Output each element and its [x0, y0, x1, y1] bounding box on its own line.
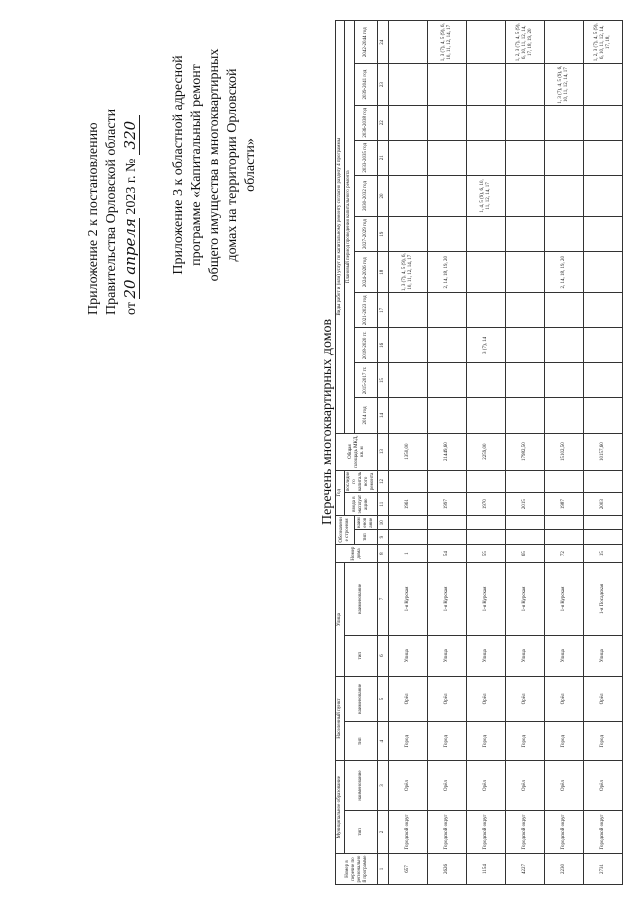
cell-period-works [584, 175, 623, 216]
np-type-header: тип [345, 722, 378, 761]
cell-period-works: 2, 14, 18, 19, 20 [428, 252, 467, 293]
cell-np-type: Город [467, 722, 506, 761]
cell-st-name: 1-я Курская [389, 563, 428, 635]
column-number: 6 [378, 635, 389, 676]
list-title: Перечень многоквартирных домов [320, 318, 335, 525]
cell-last [584, 470, 623, 493]
table-row [389, 21, 428, 885]
cell-period-works [584, 328, 623, 363]
mo-type-header: тип [345, 810, 378, 853]
cell-mo-type: Городской округ [584, 810, 623, 853]
cell-last [506, 470, 545, 493]
cell-period-works [389, 293, 428, 328]
cell-area: 15102,50 [545, 433, 584, 470]
cell-period-works [506, 64, 545, 105]
decree-reference [85, 15, 141, 315]
period-header: 2030-2032 год [354, 175, 377, 216]
cell-period-works [467, 252, 506, 293]
col-municipal-header: Муниципальное образование [336, 761, 345, 854]
program-reference [170, 15, 260, 315]
cell-last [467, 470, 506, 493]
column-number: 17 [378, 293, 389, 328]
cell-period-works [428, 217, 467, 252]
cell-period-works: 1, 3 (7), 4, 5 (9), 6, 10, 11, 12, 14, 17 [545, 64, 584, 105]
cell-period-works [545, 140, 584, 175]
cell-period-works: 1, 3 (7), 4, 5 (9), 6, 10, 11, 12, 14, 17 [428, 21, 467, 64]
cell-structure [545, 515, 584, 529]
cell-house: 65 [506, 544, 545, 563]
houses-table [335, 20, 623, 885]
cell-house: 72 [545, 544, 584, 563]
cell-period-works [584, 105, 623, 140]
period-header: 2021-2023 год [354, 293, 377, 328]
cell-last [545, 470, 584, 493]
cell-period-works [584, 252, 623, 293]
year-last-header: последнего капитального ремонта [345, 470, 378, 493]
column-number: 8 [378, 544, 389, 563]
cell-mo-type: Городской округ [545, 810, 584, 853]
cell-mo-type: Городской округ [428, 810, 467, 853]
year-built-header: ввода в эксплуатацию [345, 493, 378, 516]
cell-period-works [428, 64, 467, 105]
cell-last [389, 470, 428, 493]
cell-st-name: 1-я Курская [428, 563, 467, 635]
mo-name-header: наименование [345, 761, 378, 810]
cell-period-works [467, 21, 506, 64]
column-number: 12 [378, 470, 389, 493]
cell-np-type: Город [428, 722, 467, 761]
cell-structure [467, 515, 506, 529]
col-area-header: Общая площадь МКД, кв. м [336, 433, 378, 470]
cell-house: 55 [467, 544, 506, 563]
cell-num: 4227 [506, 854, 545, 885]
cell-num: 657 [389, 854, 428, 885]
cell-built: 1997 [428, 493, 467, 516]
column-number: 10 [378, 515, 389, 529]
cell-period-works [506, 105, 545, 140]
cell-num: 2230 [545, 854, 584, 885]
column-number: 14 [378, 398, 389, 433]
structure-type-header: тип [354, 530, 377, 544]
column-number: 3 [378, 761, 389, 810]
cell-period-works [389, 363, 428, 398]
table-row [506, 21, 545, 885]
cell-last [428, 470, 467, 493]
cell-period-works [467, 64, 506, 105]
cell-period-works [428, 363, 467, 398]
column-number: 19 [378, 217, 389, 252]
col-street-header: Улица [336, 563, 345, 676]
period-header: 2014 год [354, 398, 377, 433]
column-number: 21 [378, 140, 389, 175]
cell-num: 2626 [428, 854, 467, 885]
cell-structure [584, 530, 623, 544]
np-name-header: наименование [345, 676, 378, 721]
cell-built: 2003 [584, 493, 623, 516]
decree-line-2: Правительства Орловской области [104, 108, 119, 315]
cell-built: 1970 [467, 493, 506, 516]
cell-period-works [428, 398, 467, 433]
cell-np-name: Орёл [545, 676, 584, 721]
cell-period-works [545, 363, 584, 398]
cell-mo-name: Орёл [467, 761, 506, 810]
cell-mo-name: Орёл [428, 761, 467, 810]
cell-st-type: Улица [584, 635, 623, 676]
cell-period-works [545, 328, 584, 363]
cell-period-works [467, 293, 506, 328]
col-settlement-header: Населенный пункт [336, 676, 345, 761]
col-works-header: Виды работ и (или) услуг по капитальному ремонту согласно разделу 4 программы [336, 21, 345, 434]
cell-area: 17982,50 [506, 433, 545, 470]
cell-house: 15 [584, 544, 623, 563]
cell-period-works [506, 252, 545, 293]
cell-period-works [584, 293, 623, 328]
column-number: 1 [378, 854, 389, 885]
table-row [467, 21, 506, 885]
cell-st-type: Улица [428, 635, 467, 676]
cell-np-name: Орёл [584, 676, 623, 721]
cell-period-works [506, 293, 545, 328]
cell-period-works [467, 217, 506, 252]
cell-period-works [389, 217, 428, 252]
cell-structure [389, 530, 428, 544]
cell-period-works [506, 328, 545, 363]
cell-period-works [467, 105, 506, 140]
cell-period-works [389, 105, 428, 140]
period-header: 2024-2026 год [354, 252, 377, 293]
cell-st-type: Улица [467, 635, 506, 676]
cell-structure [584, 515, 623, 529]
column-number: 11 [378, 493, 389, 516]
cell-period-works: 1, 4, 5 (9), 6, 10, 11, 12, 14, 17 [467, 175, 506, 216]
cell-st-name: 1-я Курская [545, 563, 584, 635]
cell-period-works [506, 140, 545, 175]
cell-np-type: Город [584, 722, 623, 761]
period-header: 2033-2035 год [354, 140, 377, 175]
cell-st-name: 1-я Курская [506, 563, 545, 635]
cell-period-works [467, 363, 506, 398]
cell-period-works [584, 140, 623, 175]
cell-mo-name: Орёл [545, 761, 584, 810]
column-number: 5 [378, 676, 389, 721]
col-structure-header: Обозначение строения [336, 515, 355, 544]
cell-period-works [389, 328, 428, 363]
program-line-1: Приложение 3 к областной адресной [171, 55, 186, 275]
table-row [428, 21, 467, 885]
cell-period-works [506, 363, 545, 398]
program-line-5: области» [243, 138, 258, 192]
cell-period-works [545, 217, 584, 252]
structure-name-header: наименование [354, 515, 377, 529]
program-line-4: домах на территории Орловской [225, 68, 240, 262]
column-number: 4 [378, 722, 389, 761]
cell-mo-type: Городской округ [467, 810, 506, 853]
column-number: 22 [378, 105, 389, 140]
column-number: 7 [378, 563, 389, 635]
cell-st-name: 1-я Курская [467, 563, 506, 635]
cell-np-name: Орёл [389, 676, 428, 721]
cell-period-works [428, 140, 467, 175]
cell-period-works [389, 140, 428, 175]
period-header: 2027-2029 год [354, 217, 377, 252]
planned-period-header: Плановый период проведения капитального ремонта [345, 21, 355, 434]
cell-built: 2015 [506, 493, 545, 516]
cell-period-works [467, 398, 506, 433]
decree-date-prefix: от [124, 302, 139, 315]
cell-period-works [545, 175, 584, 216]
cell-np-type: Город [506, 722, 545, 761]
cell-structure [506, 530, 545, 544]
cell-st-type: Улица [506, 635, 545, 676]
cell-np-type: Город [545, 722, 584, 761]
period-header: 2015-2017 гг. [354, 363, 377, 398]
period-header: 2042-2044 год [354, 21, 377, 64]
cell-np-name: Орёл [467, 676, 506, 721]
period-header: 2039-2041 год [354, 64, 377, 105]
program-line-2: программе «Капитальный ремонт [189, 64, 204, 266]
cell-period-works [545, 398, 584, 433]
cell-period-works [584, 217, 623, 252]
cell-period-works [506, 217, 545, 252]
cell-structure [506, 515, 545, 529]
cell-np-name: Орёл [506, 676, 545, 721]
column-number: 2 [378, 810, 389, 853]
cell-st-type: Улица [545, 635, 584, 676]
cell-mo-type: Городской округ [506, 810, 545, 853]
cell-period-works [584, 398, 623, 433]
cell-structure [428, 530, 467, 544]
table-row [545, 21, 584, 885]
cell-house: 54 [428, 544, 467, 563]
cell-num: 2731 [584, 854, 623, 885]
cell-period-works: 2, 14, 18, 19, 20 [545, 252, 584, 293]
column-number: 15 [378, 363, 389, 398]
cell-period-works [584, 64, 623, 105]
column-number: 23 [378, 64, 389, 105]
col-house-header: Номер дома [336, 544, 378, 563]
column-number: 16 [378, 328, 389, 363]
decree-number-handwritten: 320 [121, 115, 140, 155]
cell-area: 2259,00 [467, 433, 506, 470]
decree-date-suffix: 2023 г. № [124, 158, 139, 215]
cell-period-works [428, 175, 467, 216]
column-number: 24 [378, 21, 389, 64]
decree-date-handwritten: 20 апреля [121, 218, 139, 299]
column-number: 20 [378, 175, 389, 216]
cell-period-works [545, 105, 584, 140]
cell-period-works [389, 398, 428, 433]
cell-period-works [584, 363, 623, 398]
cell-area: 1350,00 [389, 433, 428, 470]
cell-mo-type: Городской округ [389, 810, 428, 853]
cell-period-works [428, 328, 467, 363]
cell-period-works [545, 21, 584, 64]
cell-structure [389, 515, 428, 529]
cell-period-works [428, 293, 467, 328]
period-header: 2018-2020 гг. [354, 328, 377, 363]
col-number-header: Номер в перечне по региональной программе [336, 854, 378, 885]
cell-area: 10157,60 [584, 433, 623, 470]
cell-period-works [389, 21, 428, 64]
cell-np-type: Город [389, 722, 428, 761]
cell-period-works: 1, 3 (7), 4, 5 (9), 6, 10, 11, 12, 14, 17 [389, 252, 428, 293]
cell-st-name: 1-я Посадская [584, 563, 623, 635]
cell-period-works [389, 175, 428, 216]
cell-mo-name: Орёл [584, 761, 623, 810]
cell-built: 1961 [389, 493, 428, 516]
cell-period-works: 1, 2, 3 (7), 4, 5 (9), 6, 10, 11, 12, 14, 17, 18, [584, 21, 623, 64]
cell-num: 1154 [467, 854, 506, 885]
column-number: 9 [378, 530, 389, 544]
cell-built: 1987 [545, 493, 584, 516]
decree-date-line [121, 15, 141, 315]
cell-period-works [506, 175, 545, 216]
st-name-header: наименование [345, 563, 378, 635]
cell-period-works [545, 293, 584, 328]
cell-area: 21449,60 [428, 433, 467, 470]
col-year-header: Год [336, 470, 345, 515]
table-row [584, 21, 623, 885]
cell-mo-name: Орёл [389, 761, 428, 810]
st-type-header: тип [345, 635, 378, 676]
column-number: 18 [378, 252, 389, 293]
cell-np-name: Орёл [428, 676, 467, 721]
cell-structure [428, 515, 467, 529]
cell-structure [467, 530, 506, 544]
period-header: 2036-2038 год [354, 105, 377, 140]
cell-period-works: 1, 2, 3 (7), 4, 5 (9), 6, 10, 11, 12, 14, 17, 18, 19, 20 [506, 21, 545, 64]
cell-period-works: 3 (7), 14 [467, 328, 506, 363]
decree-line-1: Приложение 2 к постановлению [86, 122, 101, 315]
cell-period-works [428, 105, 467, 140]
program-line-3: общего имущества в многоквартирных [207, 48, 222, 282]
cell-period-works [467, 140, 506, 175]
cell-house: 1 [389, 544, 428, 563]
cell-mo-name: Орёл [506, 761, 545, 810]
cell-st-type: Улица [389, 635, 428, 676]
cell-structure [545, 530, 584, 544]
column-number: 13 [378, 433, 389, 470]
cell-period-works [389, 64, 428, 105]
cell-period-works [506, 398, 545, 433]
